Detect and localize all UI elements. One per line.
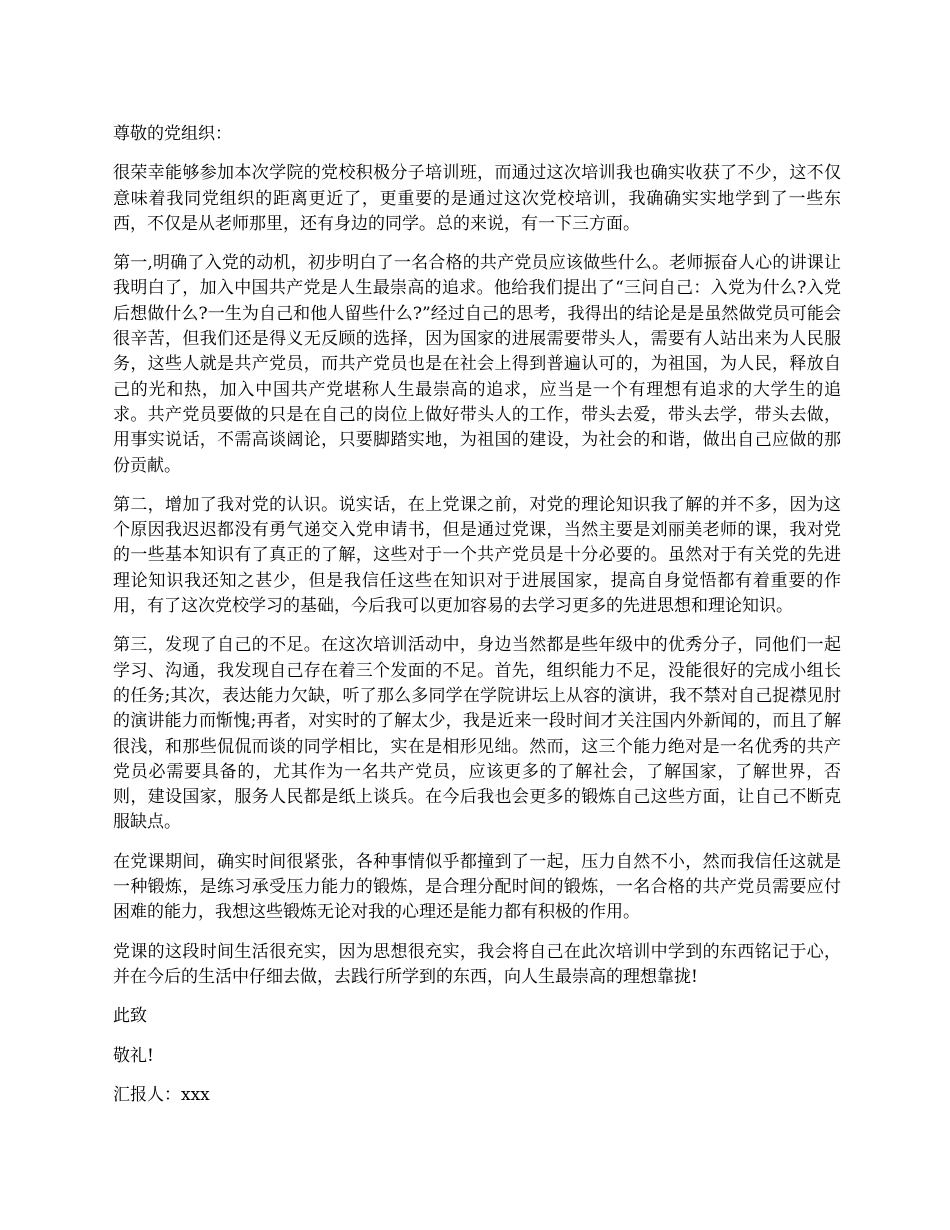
paragraph-third-point: 第三，发现了自己的不足。在这次培训活动中，身边当然都是些年级中的优秀分子，同他们一起学习、沟通，我发现自己存在着三个发面的不足。首先，组织能力不足，没能很好的完成小组长的任务;其次，表达能力欠缺，听了那么多同学在学院讲坛上从容的演讲，我不禁对自己捉襟见肘的演讲能力而惭愧;再者，对实时的了解太少，我是近来一段时间才关注国内外新闻的，而且了解很浅，和那些侃侃而谈的同学相比，实在是相形见绌。然而，这三个能力绝对是一名优秀的共产党员必需要具备的，尤其作为一名共产党员，应该更多的了解社会，了解国家，了解世界，否则，建设国家，服务人民都是纸上谈兵。在今后我也会更多的锻炼自己这些方面，让自己不断克服缺点。 — [113, 635, 841, 833]
paragraph-second-point: 第二，增加了我对党的认识。说实话，在上党课之前，对党的理论知识我了解的并不多，因为这个原因我迟迟都没有勇气递交入党申请书，但是通过党课，当然主要是刘丽美老师的课，我对党的一些基本知识有了真正的了解，这些对于一个共产党员是十分必要的。虽然对于有关党的先进理论知识我还知之甚少，但是我信任这些在知识对于进展国家，提高自身觉悟都有着重要的作用，有了这次党校学习的基础，今后我可以更加容易的去学习更多的先进思想和理论知识。 — [113, 494, 841, 617]
closing-salute: 敬礼! — [113, 1045, 154, 1066]
signature: 汇报人：xxx — [113, 1084, 210, 1105]
paragraph-first-point: 第一,明确了入党的动机，初步明白了一名合格的共产党员应该做些什么。老师振奋人心的讲课让我明白了，加入中国共产党是人生最崇高的追求。他给我们提出了“三问自己：入党为什么?入党后想做什么?一生为自己和他人留些什么?”经过自己的思考，我得出的结论是是虽然做党员可能会很辛苦，但我们还是得义无反顾的选择，因为国家的进展需要带头人，需要有人站出来为人民服务，这些人就是共产党员，而共产党员也是在社会上得到普遍认可的，为祖国，为人民，释放自己的光和热，加入中国共产党堪称人生最崇高的追求，应当是一个有理想有追求的大学生的追求。共产党员要做的只是在自己的岗位上做好带头人的工作，带头去爱，带头去学，带头去做，用事实说话，不需高谈阔论，只要脚踏实地，为祖国的建设，为社会的和谐，做出自己应做的那份贡献。 — [113, 253, 841, 476]
paragraph-intro: 很荣幸能够参加本次学院的党校积极分子培训班，而通过这次培训我也确实收获了不少，这不仅意味着我同党组织的距离更近了，更重要的是通过这次党校培训，我确确实实地学到了一些东西，不仅是从老师那里，还有身边的同学。总的来说，有一下三方面。 — [113, 163, 841, 234]
salutation: 尊敬的党组织： — [113, 124, 232, 144]
paragraph-conclusion: 党课的这段时间生活很充实，因为思想很充实，我会将自己在此次培训中学到的东西铭记于心，并在今后的生活中仔细去做，去践行所学到的东西，向人生最崇高的理想靠拢! — [113, 941, 841, 987]
letter-body — [113, 122, 841, 1122]
closing-regards: 此致 — [113, 1006, 147, 1027]
paragraph-pressure: 在党课期间，确实时间很紧张，各种事情似乎都撞到了一起，压力自然不小，然而我信任这就是一种锻炼，是练习承受压力能力的锻炼，是合理分配时间的锻炼，一名合格的共产党员需要应付困难的能力，我想这些锻炼无论对我的心理还是能力都有积极的作用。 — [113, 851, 841, 923]
